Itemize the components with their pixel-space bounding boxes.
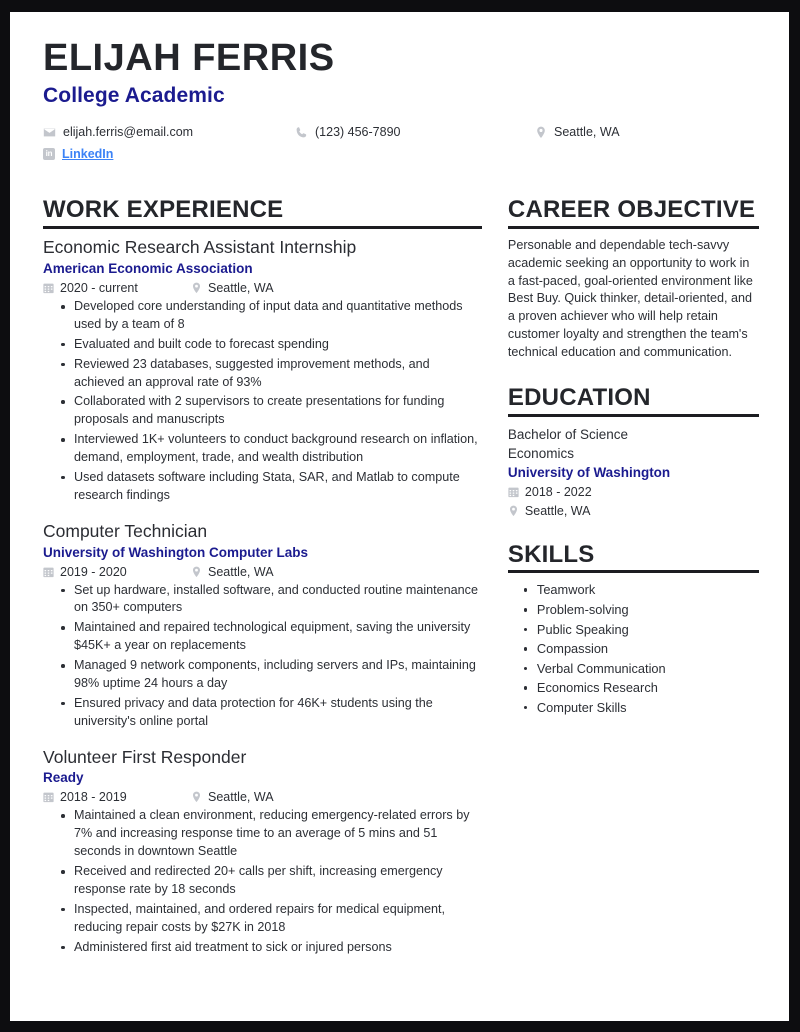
education-school: University of Washington [507,464,671,480]
experience-location-text: Seattle, WA [208,281,274,296]
section-divider [508,414,759,417]
experience-organization: American Economic Association [43,261,253,277]
envelope-icon [43,126,56,139]
phone-text: (123) 456-7890 [315,125,401,140]
bullet-item: Set up hardware, installed software, and conducted routine maintenance on 350+ computers [61,582,482,618]
experience-dates-text: 2020 - current [60,281,138,296]
section-skills [508,542,759,718]
work-experience-heading: WORK EXPERIENCE [43,196,284,224]
map-pin-icon [191,282,202,294]
linkedin-badge-text: in [43,148,55,160]
bullet-item: Received and redirected 20+ calls per shift, increasing emergency response rate by 18 seconds [61,863,482,899]
experience-dates [43,565,191,579]
resume-page [10,12,789,1021]
experience-meta [43,565,482,579]
experience-location [191,790,274,804]
bullet-item: Maintained and repaired technological equipment, saving the university $45K+ a year on replacements [61,619,482,655]
skill-item: Problem-solving [524,601,759,620]
candidate-job-title: College Academic [43,84,225,108]
map-pin-icon [191,791,202,803]
skill-item: Computer Skills [524,699,759,718]
skill-item: Verbal Communication [524,660,759,679]
experience-entry [43,747,482,957]
experience-meta [43,790,482,804]
skill-item: Compassion [524,640,759,659]
education-location-text: Seattle, WA [524,503,591,518]
resume-columns [43,197,759,958]
section-work-experience [43,197,482,956]
bullet-item: Managed 9 network components, including servers and IPs, maintaining 98% uptime 24 hours a day [61,657,482,693]
calendar-icon [43,566,54,578]
bullet-item: Developed core understanding of input data and quantitative methods used by a team of 8 [61,298,482,334]
experience-location-text: Seattle, WA [208,564,274,579]
map-pin-icon [508,505,519,517]
education-degree: Bachelor of Science [507,427,628,443]
experience-bullets [61,582,482,731]
education-dates-text: 2018 - 2022 [524,484,592,499]
bullet-item: Interviewed 1K+ volunteers to conduct background research on inflation, demand, employment, trade, and wealth distribution [61,431,482,467]
career-objective-text: Personable and dependable tech-savvy academic seeking an opportunity to work in a fast-paced, goal-oriented environment like Best Buy. Quick thinker, detail-oriented, and a proven achiever who will help retain customer loyalty and strengthen the team's technical education and communication. [507,238,753,359]
calendar-icon [508,486,519,498]
linkedin-icon [43,148,55,160]
experience-title: Computer Technician [43,520,208,541]
experience-bullets [61,807,482,956]
skills-heading: SKILLS [507,540,595,568]
experience-meta [43,281,482,295]
career-objective-heading: CAREER OBJECTIVE [507,196,756,224]
map-pin-icon [191,566,202,578]
skill-item: Teamwork [524,581,759,600]
bullet-item: Inspected, maintained, and ordered repairs for medical equipment, reducing repair costs by $27K in 2018 [61,901,482,937]
contact-block [43,121,759,165]
experience-dates [43,790,191,804]
calendar-icon [43,791,54,803]
experience-dates-text: 2019 - 2020 [60,564,127,579]
section-career-objective [508,197,759,361]
skill-item: Economics Research [524,679,759,698]
experience-entry [43,237,482,505]
experience-title: Economic Research Assistant Internship [43,237,357,258]
experience-dates-text: 2018 - 2019 [60,790,127,805]
contact-location [535,125,620,139]
contact-row-1 [43,121,759,143]
location-text: Seattle, WA [554,125,620,140]
map-pin-icon [535,126,547,139]
email-text: elijah.ferris@email.com [63,125,194,140]
contact-phone[interactable] [295,125,535,139]
linkedin-link[interactable]: LinkedIn [62,147,114,162]
education-dates [508,485,759,499]
section-divider [508,570,759,573]
experience-bullets [61,298,482,505]
right-column [508,197,759,958]
bullet-item: Administered first aid treatment to sick or injured persons [61,939,482,957]
bullet-item: Ensured privacy and data protection for 46K+ students using the university's online portal [61,695,482,731]
bullet-item: Used datasets software including Stata, SAR, and Matlab to compute research findings [61,469,482,505]
calendar-icon [43,282,54,294]
contact-row-2 [43,143,759,165]
section-education [508,385,759,517]
education-heading: EDUCATION [507,384,651,412]
contact-linkedin[interactable] [43,147,295,161]
education-field: Economics [507,446,574,462]
resume-header [43,38,759,165]
skill-item: Public Speaking [524,621,759,640]
experience-title: Volunteer First Responder [43,746,247,767]
bullet-item: Maintained a clean environment, reducing emergency-related errors by 7% and increasing response time to an average of 5 mins and 51 seconds in downtown Seattle [61,807,482,861]
skills-list [524,581,759,717]
candidate-name: ELIJAH FERRIS [43,37,335,79]
section-divider [508,226,759,229]
experience-dates [43,281,191,295]
experience-entry [43,521,482,731]
experience-location-text: Seattle, WA [208,790,274,805]
bullet-item: Collaborated with 2 supervisors to create presentations for funding proposals and manuscripts [61,393,482,429]
contact-email[interactable] [43,125,295,139]
education-location [508,504,759,518]
bullet-item: Reviewed 23 databases, suggested improvement methods, and achieved an approval rate of 93% [61,356,482,392]
left-column [43,197,482,958]
bullet-item: Evaluated and built code to forecast spending [61,336,482,354]
section-divider [43,226,482,229]
experience-organization: University of Washington Computer Labs [43,544,309,560]
experience-organization: Ready [43,770,84,786]
experience-location [191,281,274,295]
experience-location [191,565,274,579]
phone-icon [295,126,308,139]
